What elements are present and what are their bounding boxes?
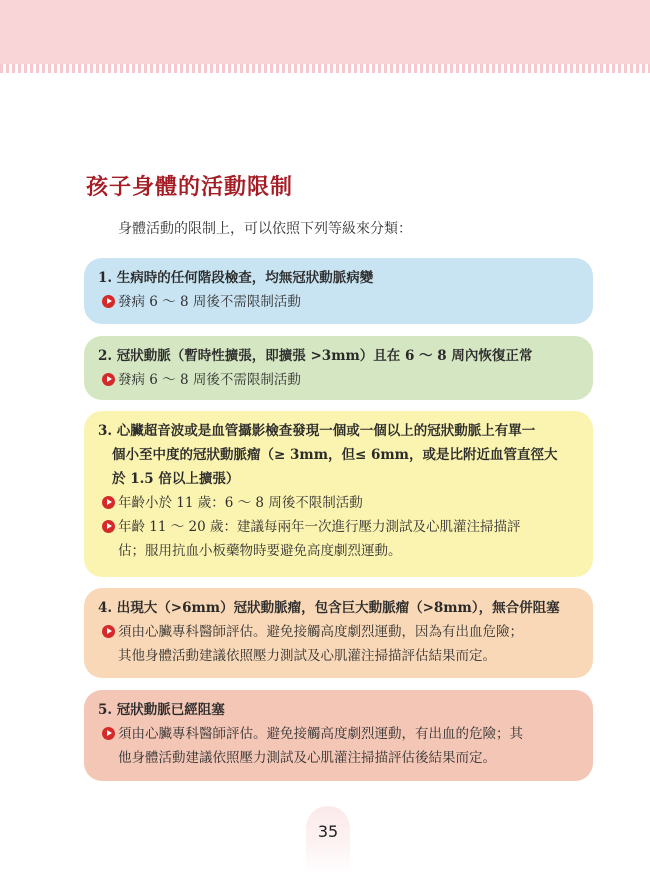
level-3-item-1	[102, 491, 579, 515]
circle-arrow-right-icon	[102, 625, 115, 638]
level-5-item	[102, 722, 579, 770]
circle-arrow-right-icon	[102, 496, 115, 509]
level-3-heading-line: 個小至中度的冠狀動脈瘤（≥ 3mm，但≤ 6mm，或是比附近血管直徑大	[112, 447, 558, 463]
level-1-item	[102, 290, 579, 314]
level-4-box	[84, 588, 593, 678]
level-5-heading: 5. 冠狀動脈已經阻塞	[98, 702, 225, 718]
level-3-box	[84, 411, 593, 577]
level-5-item-text: 他身體活動建議依照壓力測試及心肌灌注掃描評估後結果而定。	[118, 750, 496, 766]
level-3-item-text: 估；服用抗血小板藥物時要避免高度劇烈運動。	[118, 543, 402, 559]
header-band	[0, 0, 650, 64]
level-2-heading: 2. 冠狀動脈（暫時性擴張，即擴張 >3mm）且在 6 ～ 8 周內恢復正常	[98, 348, 533, 364]
level-4-item-text: 須由心臟專科醫師評估。避免接觸高度劇烈運動，因為有出血危險；	[118, 624, 523, 640]
level-2-item	[102, 368, 579, 392]
level-3-item-2	[102, 515, 579, 563]
level-2-item-text: 發病 6 ～ 8 周後不需限制活動	[118, 372, 301, 388]
level-4-item	[102, 620, 579, 668]
level-1-heading: 1. 生病時的任何階段檢查，均無冠狀動脈病變	[98, 270, 374, 286]
level-3-heading	[98, 419, 579, 491]
circle-arrow-right-icon	[102, 295, 115, 308]
header-fringe	[0, 64, 650, 73]
intro-text: 身體活動的限制上，可以依照下列等級來分類：	[118, 221, 412, 237]
page-number: 35	[317, 822, 339, 841]
page-title: 孩子身體的活動限制	[86, 174, 294, 200]
level-4-item-text: 其他身體活動建議依照壓力測試及心肌灌注掃描評估結果而定。	[118, 648, 496, 664]
circle-arrow-right-icon	[102, 520, 115, 533]
level-3-heading-line: 於 1.5 倍以上擴張）	[112, 471, 240, 487]
circle-arrow-right-icon	[102, 727, 115, 740]
level-3-heading-line: 3. 心臟超音波或是血管攝影檢查發現一個或一個以上的冠狀動脈上有單一	[98, 423, 536, 439]
level-5-item-text: 須由心臟專科醫師評估。避免接觸高度劇烈運動，有出血的危險；其	[118, 726, 523, 742]
level-3-item-text: 年齡小於 11 歲：6 ～ 8 周後不限制活動	[118, 495, 363, 511]
level-1-item-text: 發病 6 ～ 8 周後不需限制活動	[118, 294, 301, 310]
level-2-box	[84, 336, 593, 400]
level-3-item-text: 年齡 11 ～ 20 歲：建議每兩年一次進行壓力測試及心肌灌注掃描評	[118, 519, 521, 535]
circle-arrow-right-icon	[102, 373, 115, 386]
level-1-box	[84, 258, 593, 324]
level-5-box	[84, 690, 593, 781]
level-4-heading: 4. 出現大（>6mm）冠狀動脈瘤，包含巨大動脈瘤（>8mm），無合併阻塞	[98, 600, 560, 616]
